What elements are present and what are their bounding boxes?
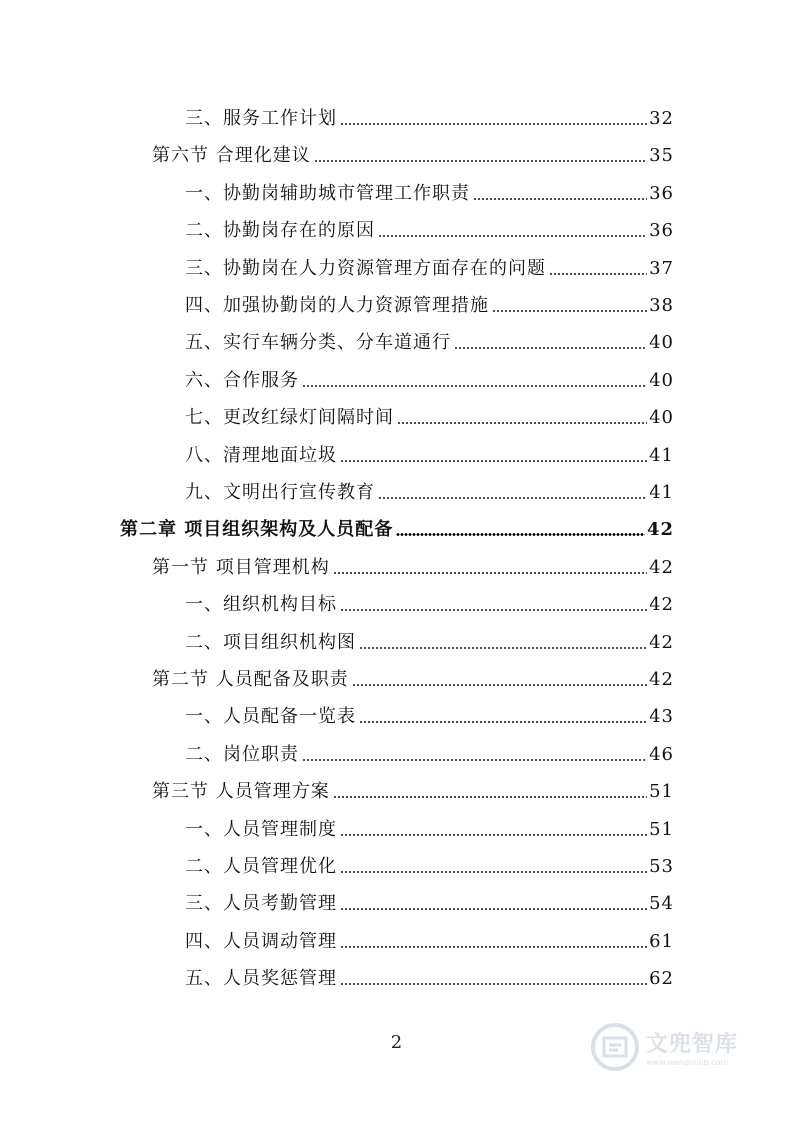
toc-entry-page: 40: [649, 369, 674, 391]
toc-entry[interactable]: [185, 330, 674, 356]
toc-entry-page: 43: [649, 706, 674, 728]
toc-leader-dots: [454, 347, 647, 349]
toc-leader-dots: [340, 834, 647, 836]
toc-entry-title: 五、人员奖惩管理: [185, 968, 337, 990]
toc-entry-title: 一、组织机构目标: [185, 594, 337, 616]
toc-entry[interactable]: [185, 480, 674, 506]
toc-entry-page: 37: [649, 257, 674, 279]
toc-entry-title: 四、加强协勤岗的人力资源管理措施: [185, 295, 489, 316]
toc-entry[interactable]: [185, 181, 674, 207]
toc-entry-page: 42: [649, 594, 674, 616]
toc-entry[interactable]: [185, 704, 674, 730]
watermark-url: www.wendoulib.com: [646, 1058, 729, 1067]
toc-entry[interactable]: [185, 891, 674, 917]
toc-leader-dots: [340, 609, 647, 611]
toc-entry[interactable]: [185, 293, 674, 319]
toc-entry-title: 第二节 人员配备及职责: [152, 669, 349, 690]
toc-entry-page: 46: [649, 743, 674, 765]
toc-entry-title: 第一节 项目管理机构: [152, 556, 330, 578]
toc-leader-dots: [549, 273, 647, 275]
toc-entry[interactable]: [185, 817, 674, 843]
toc-entry[interactable]: [185, 929, 674, 955]
toc-entry-page: 42: [649, 669, 674, 690]
toc-leader-dots: [340, 871, 647, 873]
toc-entry[interactable]: [152, 555, 674, 581]
toc-entry-title: 一、人员管理制度: [185, 818, 337, 840]
toc-entry-page: 53: [649, 856, 674, 877]
toc-entry-page: 36: [649, 220, 674, 242]
toc-entry-title: 三、协勤岗在人力资源管理方面存在的问题: [185, 257, 546, 279]
toc-leader-dots: [340, 123, 647, 125]
watermark: [590, 1012, 760, 1082]
toc-entry-title: 七、更改红绿灯间隔时间: [185, 407, 394, 429]
watermark-name: 文兜智库: [646, 1032, 739, 1057]
toc-leader-dots: [340, 946, 647, 948]
toc-entry-page: 54: [649, 893, 674, 915]
toc-entry-page: 41: [649, 444, 674, 466]
toc-entry[interactable]: [185, 368, 674, 394]
toc-entry-page: 41: [649, 482, 674, 503]
toc-entry-page: 35: [649, 145, 674, 167]
toc-entry-title: 一、人员配备一览表: [185, 706, 356, 728]
toc-entry[interactable]: [185, 742, 674, 768]
toc-entry[interactable]: [185, 592, 674, 618]
toc-entry-page: 32: [649, 108, 674, 129]
toc-entry-page: 42: [646, 519, 674, 541]
toc-entry-title: 二、协勤岗存在的原因: [185, 220, 375, 242]
toc-leader-dots: [340, 460, 647, 462]
toc-leader-dots: [359, 721, 647, 723]
toc-leader-dots: [302, 759, 647, 761]
toc-entry[interactable]: [152, 143, 674, 169]
toc-leader-dots: [396, 533, 645, 536]
toc-entry-title: 一、协勤岗辅助城市管理工作职责: [185, 182, 470, 204]
toc-entry[interactable]: [120, 517, 674, 543]
toc-entry-title: 第三节 人员管理方案: [152, 781, 330, 803]
toc-leader-dots: [359, 647, 647, 649]
toc-entry-title: 六、合作服务: [185, 369, 299, 391]
toc-entry-title: 二、岗位职责: [185, 743, 299, 765]
toc-leader-dots: [378, 235, 647, 237]
toc-entry-title: 第二章 项目组织架构及人员配备: [120, 519, 394, 541]
toc-entry[interactable]: [185, 405, 674, 431]
toc-entry-page: 42: [649, 631, 674, 653]
toc-entry-title: 三、人员考勤管理: [185, 893, 337, 915]
toc-leader-dots: [333, 572, 647, 574]
toc-entry[interactable]: [185, 630, 674, 656]
toc-entry[interactable]: [185, 966, 674, 992]
toc-entry-title: 九、文明出行宣传教育: [185, 482, 375, 503]
toc-entry-title: 第六节 合理化建议: [152, 145, 311, 167]
toc-entry-title: 四、人员调动管理: [185, 930, 337, 952]
toc-leader-dots: [340, 983, 647, 985]
toc-leader-dots: [302, 385, 647, 387]
toc-entry[interactable]: [185, 256, 674, 282]
toc-entry-page: 61: [649, 930, 674, 952]
toc-leader-dots: [492, 310, 647, 312]
toc-entry[interactable]: [185, 106, 674, 132]
toc-entry-title: 二、项目组织机构图: [185, 631, 356, 653]
toc-entry-page: 40: [649, 407, 674, 429]
toc-entry-page: 51: [649, 781, 674, 803]
toc-entry-title: 八、清理地面垃圾: [185, 444, 337, 466]
toc-entry-title: 二、人员管理优化: [185, 856, 337, 877]
watermark-logo-icon: [590, 1022, 640, 1072]
toc-leader-dots: [473, 198, 647, 200]
page-number: 2: [390, 1032, 403, 1053]
toc-entry[interactable]: [185, 854, 674, 880]
toc-leader-dots: [333, 796, 647, 798]
toc-leader-dots: [378, 497, 647, 499]
toc-entry-page: 40: [649, 332, 674, 354]
toc-entry[interactable]: [185, 443, 674, 469]
toc-entry[interactable]: [185, 218, 674, 244]
toc-entry-page: 62: [649, 968, 674, 990]
toc-entry-page: 36: [649, 182, 674, 204]
toc-entry-page: 42: [649, 556, 674, 578]
toc-leader-dots: [314, 160, 647, 162]
toc-entry[interactable]: [152, 667, 674, 693]
toc-leader-dots: [352, 684, 647, 686]
toc-entry-page: 38: [649, 295, 674, 316]
toc-entry-title: 三、服务工作计划: [185, 108, 337, 129]
toc-entry[interactable]: [152, 779, 674, 805]
toc-entry-page: 51: [649, 818, 674, 840]
toc-leader-dots: [340, 908, 647, 910]
toc-leader-dots: [397, 422, 647, 424]
toc-entry-title: 五、实行车辆分类、分车道通行: [185, 332, 451, 354]
